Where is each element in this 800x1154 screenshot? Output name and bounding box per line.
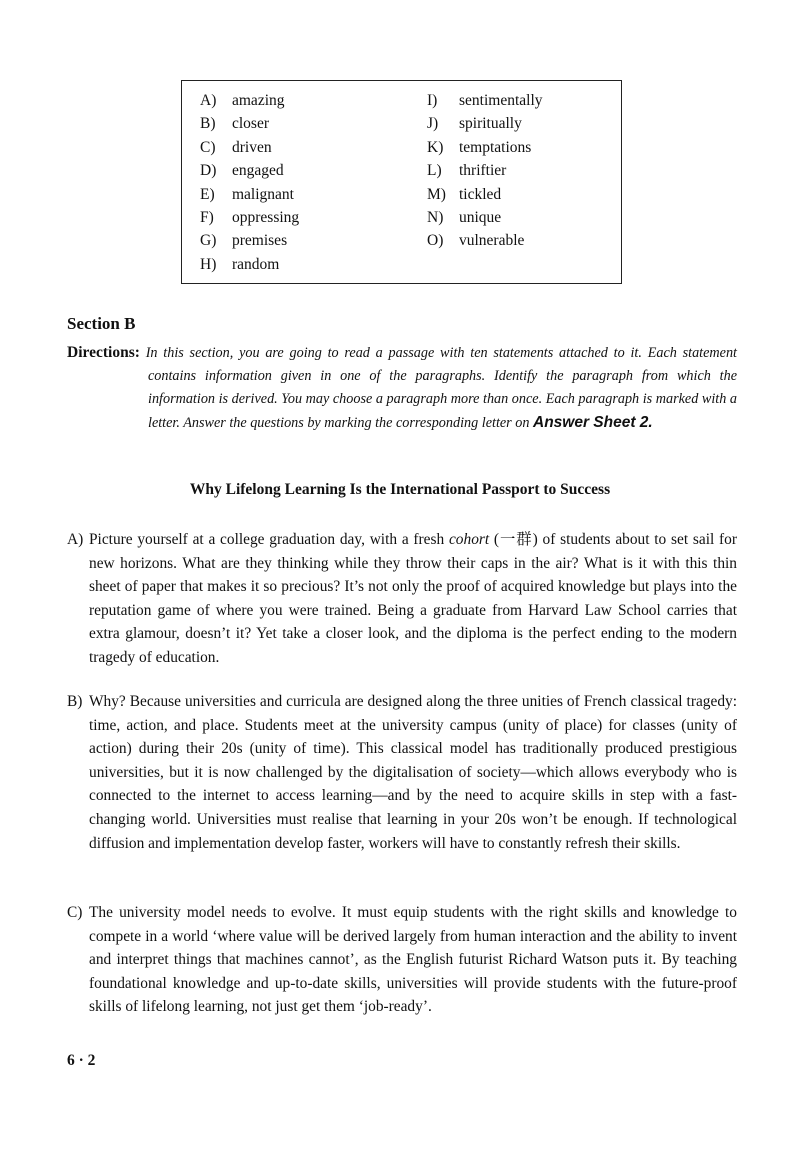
paragraph-letter: A) [67, 531, 84, 548]
option-word: malignant [232, 185, 294, 203]
option-letter: E) [200, 185, 215, 203]
passage-title: Why Lifelong Learning Is the International Passport to Success [189, 481, 611, 498]
option-letter: N) [427, 208, 444, 226]
option-letter: D) [200, 162, 217, 180]
option-letter: K) [427, 138, 444, 156]
option-word: temptations [459, 138, 532, 156]
paragraph-text: The university model needs to evolve. It must equip students with the right skills and knowledge to compete in a world ‘where value will be derived largely from human interaction and the ability to invent and interpret things that machines cannot’, as the English futurist Richard Watson puts it. By teaching foundational knowledge and up-to-date skills, universities will provide students with the future-proof skills of lifelong learning, not just get them ‘job-ready’. [89, 904, 737, 1016]
paragraph-body [67, 901, 737, 1019]
paragraph-body [67, 528, 737, 670]
option-word: premises [232, 232, 288, 250]
paragraph-letter: C) [67, 904, 83, 921]
word-bank-item [427, 206, 543, 229]
section-title: Section B [67, 314, 136, 333]
option-word: oppressing [232, 208, 300, 226]
option-letter: I) [427, 92, 438, 109]
option-letter: G) [200, 232, 217, 250]
option-word: amazing [232, 92, 285, 109]
passage-paragraph [67, 528, 737, 670]
word-bank-item [427, 89, 543, 112]
directions-text: In this section, you are going to read a passage with ten statements attached to it. Each statement contains information given in one of the paragraphs. Identify the paragraph from which the information is derived. You may choose a paragraph more than once. Each paragraph is marked with a letter. Answer the questions by marking the corresponding letter on [145, 345, 737, 431]
directions-block [67, 341, 737, 435]
option-word: tickled [459, 185, 502, 203]
word-bank-item [427, 112, 543, 135]
word-bank-item [427, 159, 543, 182]
paragraph-body [67, 690, 737, 855]
option-letter: C) [200, 138, 216, 156]
word-bank-item [200, 206, 299, 229]
word-bank-item [427, 183, 543, 206]
word-bank-item [200, 159, 299, 182]
paragraph-text: Why? Because universities and curricula are designed along the three unities of French classical tragedy: time, action, and place. Students meet at the university campus (unity of place) for classes (unity of action) during their 20s (unity of time). This classical model has traditionally produced prestigious universities, but it is now challenged by the digitalisation of society—which allows everybody who is connected to the internet to access learning—and by the need to acquire skills in step with a fast-changing world. Universities must realise that learning in your 20s won’t be enough. If technological diffusion and implementation develop faster, workers will have to constantly refresh their skills. [89, 693, 737, 852]
word-bank-item [200, 89, 299, 112]
paragraph-letter: B) [67, 693, 83, 710]
passage-paragraph [67, 690, 737, 855]
directions-paragraph [67, 341, 737, 435]
option-word: engaged [232, 162, 284, 180]
option-word: unique [459, 208, 502, 226]
option-word: driven [232, 138, 272, 156]
word-bank-item [200, 112, 299, 135]
passage-paragraph [67, 901, 737, 1019]
answer-sheet-reference: Answer Sheet 2. [533, 414, 653, 431]
word-bank-box [181, 80, 622, 284]
word-bank-item [200, 136, 299, 159]
option-word: thriftier [459, 162, 507, 180]
paragraph-text-continued: (一群) of students about to set sail for new horizons. What are they thinking while they throw their caps in the air? What is it with this thin sheet of paper that makes it so precious? It’s not only the proof of acquired knowledge but plays into the reputation game of where you were trained. Being a graduate from Harvard Law School carries that extra glamour, doesn’t it? Yet take a closer look, and the diploma is the perfect ending to the modern tragedy of education. [89, 531, 737, 666]
word-bank-item [427, 229, 543, 252]
word-bank-item [427, 136, 543, 159]
directions-label: Directions: [67, 344, 140, 361]
option-letter: O) [427, 232, 444, 250]
word-bank-item [200, 183, 299, 206]
word-bank-item [200, 253, 299, 276]
option-letter: F) [200, 208, 214, 226]
option-letter: H) [200, 255, 217, 273]
option-letter: M) [427, 185, 446, 203]
option-word: sentimentally [459, 92, 543, 109]
word-bank-item [200, 229, 299, 252]
paragraph-italic-term: cohort [448, 531, 490, 548]
directions-body [67, 341, 737, 435]
paragraph-text: Picture yourself at a college graduation day, with a fresh [89, 531, 449, 548]
option-word: closer [232, 115, 270, 133]
word-bank-left-column [200, 89, 299, 276]
option-letter: J) [427, 115, 439, 133]
word-bank-right-column [427, 89, 543, 253]
option-letter: B) [200, 115, 216, 133]
option-letter: A) [200, 92, 217, 109]
option-word: spiritually [459, 115, 522, 133]
option-word: vulnerable [459, 232, 525, 250]
page-number: 6 · 2 [67, 1052, 96, 1069]
option-word: random [232, 255, 280, 273]
option-letter: L) [427, 162, 442, 180]
